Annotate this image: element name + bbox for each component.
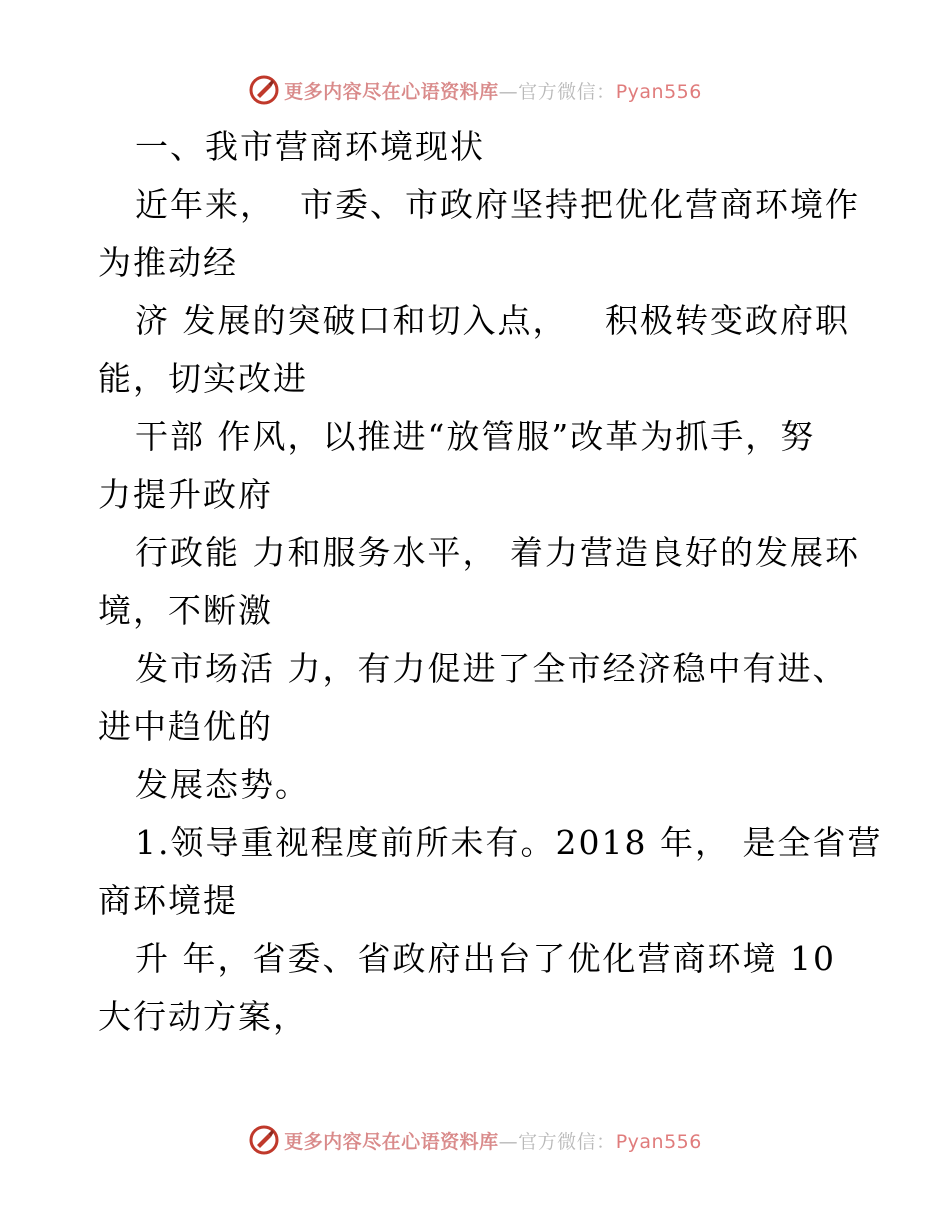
text-line: 1.领导重视程度前所未有。2018 年， 是全省营: [135, 823, 883, 862]
brand-logo-icon: [248, 74, 280, 106]
text-line: 一、我市营商环境现状: [135, 127, 485, 166]
text-line: 力提升政府: [98, 475, 273, 514]
text-line: 干部 作风，以推进“放管服”改革为抓手，努: [135, 417, 816, 456]
footer-banner-text: 更多内容尽在心语资料库—官方微信：Pyan556: [284, 1130, 702, 1153]
text-line: 济 发展的突破口和切入点， 积极转变政府职: [135, 301, 850, 340]
document-body: [98, 118, 883, 1046]
text-line: 发展态势。: [135, 765, 310, 804]
text-line: 发市场活 力，有力促进了全市经济稳中有进、: [135, 649, 848, 688]
text-line: 进中趋优的: [98, 707, 273, 746]
text-line: 近年来， 市委、市政府坚持把优化营商环境作: [135, 185, 860, 224]
text-line: 为推动经: [98, 243, 238, 282]
text-line: 境，不断激: [98, 591, 273, 630]
text-line: 升 年，省委、省政府出台了优化营商环境 10: [135, 939, 836, 978]
text-line: 大行动方案，: [98, 997, 308, 1036]
brand-logo-icon: [248, 1124, 280, 1156]
text-line: 商环境提: [98, 881, 238, 920]
header-banner: [0, 70, 950, 110]
header-banner-text: 更多内容尽在心语资料库—官方微信：Pyan556: [284, 80, 702, 103]
footer-banner: [0, 1120, 950, 1160]
text-line: 能，切实改进: [98, 359, 308, 398]
text-line: 行政能 力和服务水平， 着力营造良好的发展环: [135, 533, 860, 572]
